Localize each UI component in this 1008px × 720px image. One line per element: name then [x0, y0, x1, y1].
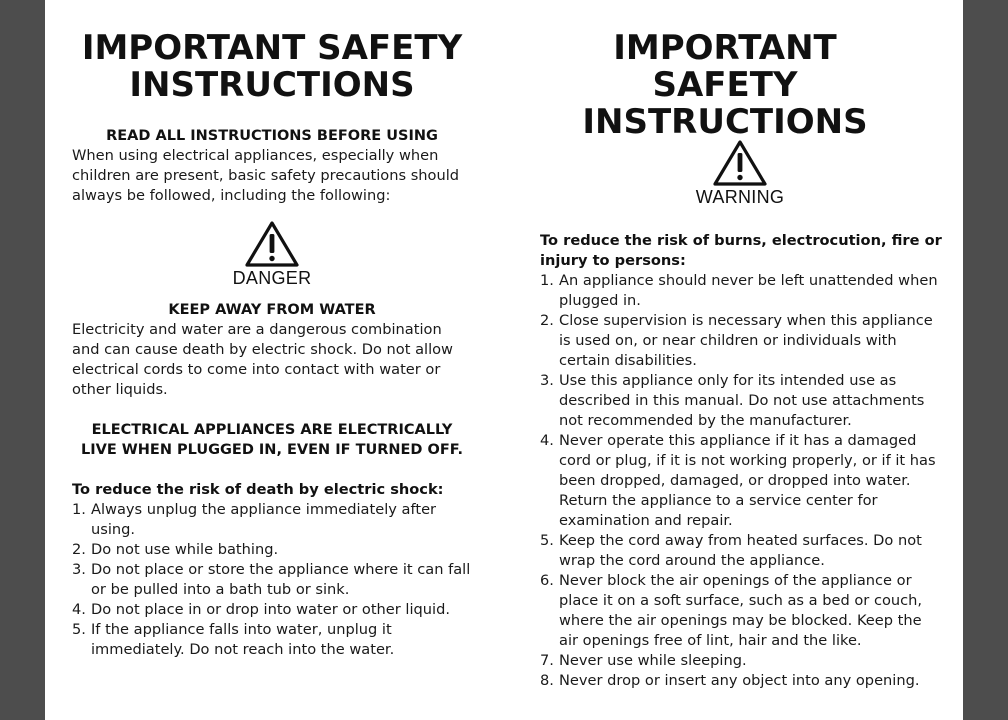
document-page: [45, 0, 963, 720]
item-text: Never use while sleeping.: [559, 652, 747, 669]
item-number: 7.: [540, 652, 554, 669]
list-item: [72, 600, 472, 620]
danger-label: DANGER: [232, 268, 312, 288]
list-item: [540, 431, 945, 531]
left-title-line1: IMPORTANT SAFETY: [81, 28, 463, 68]
item-number: 5.: [540, 532, 554, 549]
item-number: 1.: [540, 272, 554, 289]
item-text: Never operate this appliance if it has a damaged cord or plug, if it is not working properly, or if it has been dropped, damaged, or dropped into water. Return the appliance to a service center for examination and repair.: [559, 432, 936, 529]
list-item: [72, 500, 472, 540]
item-number: 4.: [540, 432, 554, 449]
warning-label: WARNING: [695, 187, 785, 207]
item-text: Keep the cord away from heated surfaces. Do not wrap the cord around the appliance.: [559, 532, 922, 569]
item-number: 4.: [72, 601, 86, 618]
right-title-line1: IMPORTANT SAFETY: [613, 28, 837, 105]
warning-block: [540, 139, 940, 207]
item-number: 6.: [540, 572, 554, 589]
left-column: [72, 0, 472, 660]
item-text: An appliance should never be left unattended when plugged in.: [559, 272, 938, 309]
list-item: [540, 571, 945, 651]
item-text: If the appliance falls into water, unplug it immediately. Do not reach into the water.: [91, 621, 395, 658]
item-text: Always unplug the appliance immediately after using.: [91, 501, 437, 538]
shock-list: [72, 500, 472, 660]
intro-paragraph: When using electrical appliances, especially when children are present, basic safety precautions should always be followed, including the following:: [72, 147, 460, 204]
item-number: 1.: [72, 501, 86, 518]
list-item: [72, 620, 472, 660]
burns-heading: To reduce the risk of burns, electrocution, fire or injury to persons:: [540, 232, 942, 269]
item-text: Do not place or store the appliance where it can fall or be pulled into a bath tub or sink.: [91, 561, 471, 598]
item-text: Do not use while bathing.: [91, 541, 279, 558]
list-item: [72, 560, 472, 600]
item-text: Use this appliance only for its intended use as described in this manual. Do not use attachments not recommended by the manufacturer.: [559, 372, 925, 429]
item-number: 5.: [72, 621, 86, 638]
list-item: [540, 671, 945, 691]
keep-away-heading: KEEP AWAY FROM WATER: [168, 302, 376, 318]
warning-triangle-icon: [712, 139, 768, 187]
left-title-line2: INSTRUCTIONS: [129, 65, 415, 105]
list-item: [540, 531, 945, 571]
left-title: [72, 30, 472, 104]
right-column: [540, 0, 945, 691]
live-warning-line1: ELECTRICAL APPLIANCES ARE ELECTRICALLY: [91, 422, 453, 438]
item-text: Close supervision is necessary when this appliance is used on, or near children or individuals with certain disabilities.: [559, 312, 933, 369]
water-paragraph: Electricity and water are a dangerous combination and can cause death by electric shock. Do not allow electrical cords to come into contact with water or other liquids.: [72, 321, 453, 398]
item-number: 8.: [540, 672, 554, 689]
item-number: 2.: [540, 312, 554, 329]
shock-heading: To reduce the risk of death by electric shock:: [72, 481, 444, 498]
live-warning-line2: LIVE WHEN PLUGGED IN, EVEN IF TURNED OFF.: [80, 442, 464, 458]
live-warning: [72, 420, 472, 460]
list-item: [540, 371, 945, 431]
item-number: 2.: [72, 541, 86, 558]
list-item: [72, 540, 472, 560]
item-text: Do not place in or drop into water or other liquid.: [91, 601, 451, 618]
warning-triangle-icon: [244, 220, 300, 268]
right-title: [540, 30, 910, 141]
right-title-line2: INSTRUCTIONS: [582, 102, 868, 142]
list-item: [540, 311, 945, 371]
list-item: [540, 651, 945, 671]
item-text: Never drop or insert any object into any opening.: [559, 672, 920, 689]
burns-list: [540, 271, 945, 691]
read-all-heading: READ ALL INSTRUCTIONS BEFORE USING: [106, 128, 438, 144]
item-text: Never block the air openings of the appliance or place it on a soft surface, such as a bed or couch, where the air openings may be blocked. Keep the air openings free of lint, hair and the like.: [559, 572, 923, 649]
danger-block: [72, 220, 472, 288]
item-number: 3.: [540, 372, 554, 389]
list-item: [540, 271, 945, 311]
item-number: 3.: [72, 561, 86, 578]
